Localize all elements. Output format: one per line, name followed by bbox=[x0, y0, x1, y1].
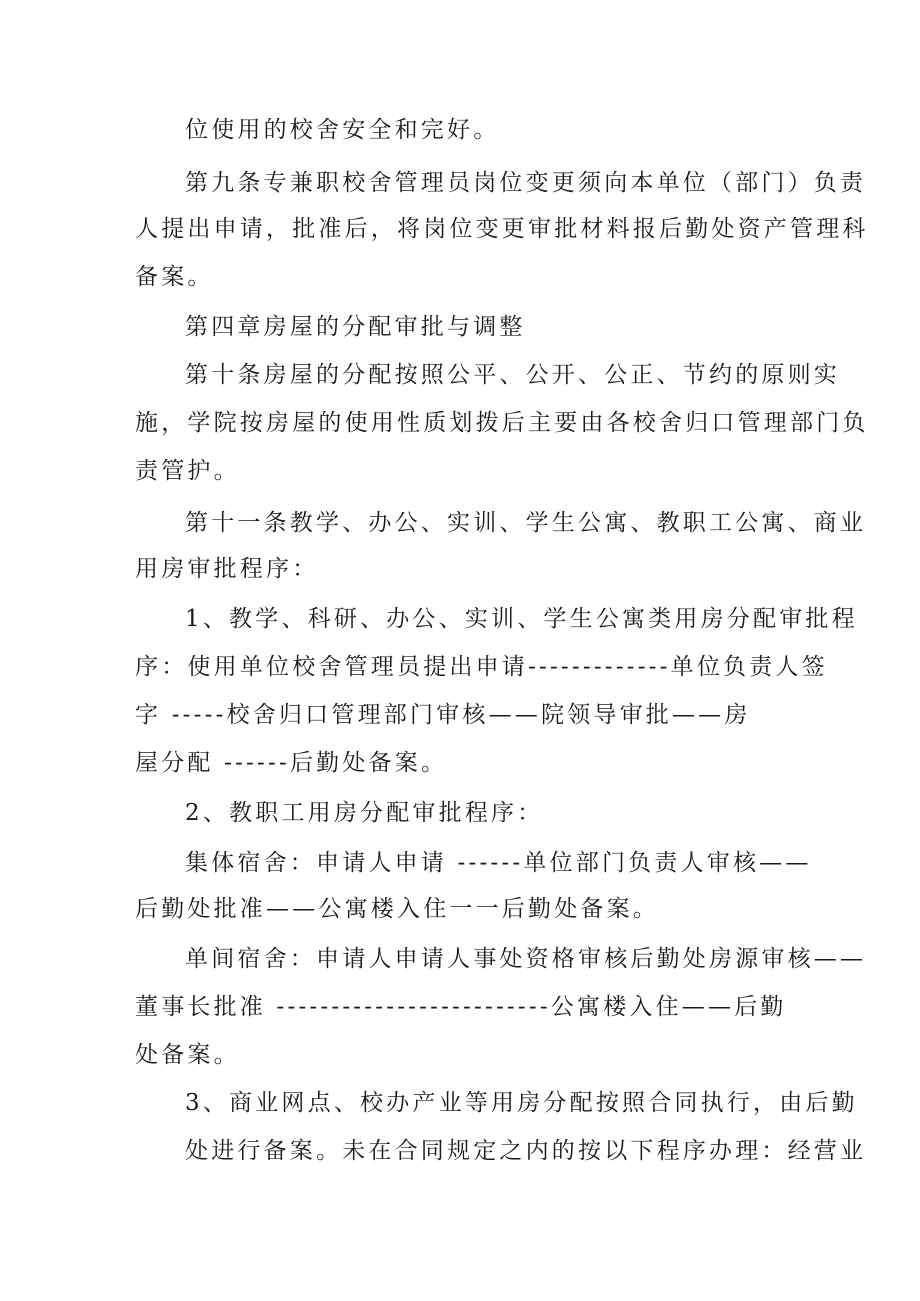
text-line: 施，学院按房屋的使用性质划拨后主要由各校舍归口管理部门负 bbox=[135, 410, 869, 436]
text-line: 字 -----校舍归口管理部门审核——院领导审批——房 bbox=[135, 702, 751, 728]
text-line: 序：使用单位校舍管理员提出申请-------------单位负责人签 bbox=[135, 654, 828, 680]
text-line: 后勤处批准——公寓楼入住一一后勤处备案。 bbox=[135, 896, 659, 922]
text-line: 用房审批程序： bbox=[135, 556, 319, 582]
item-3-line: 3、商业网点、校办产业等用房分配按照合同执行，由后勤 bbox=[185, 1090, 858, 1116]
text-line: 处备案。 bbox=[135, 1042, 240, 1068]
article-11-line: 第十一条教学、办公、实训、学生公寓、教职工公寓、商业 bbox=[185, 510, 867, 536]
text-line: 责管护。 bbox=[135, 458, 240, 484]
text-line: 备案。 bbox=[135, 264, 214, 290]
article-9-line: 第九条专兼职校舍管理员岗位变更须向本单位（部门）负责 bbox=[185, 170, 867, 196]
chapter-4-heading: 第四章房屋的分配审批与调整 bbox=[185, 314, 526, 340]
article-10-line: 第十条房屋的分配按照公平、公开、公正、节约的原则实 bbox=[185, 362, 840, 388]
item-2-line: 2、教职工用房分配审批程序： bbox=[185, 800, 544, 826]
text-line: 屋分配 ------后勤处备案。 bbox=[135, 750, 448, 776]
dormitory-collective-line: 集体宿舍：申请人申请 ------单位部门负责人审核—— bbox=[185, 850, 812, 876]
item-1-line: 1、教学、科研、办公、实训、学生公寓类用房分配审批程 bbox=[185, 606, 858, 632]
text-line: 处进行备案。未在合同规定之内的按以下程序办理：经营业 bbox=[185, 1138, 867, 1164]
text-line: 董事长批准 -------------------------公寓楼入住——后勤 bbox=[135, 994, 787, 1020]
text-line: 位使用的校舍安全和完好。 bbox=[185, 117, 500, 143]
dormitory-single-line: 单间宿舍：申请人申请人事处资格审核后勤处房源审核—— bbox=[185, 946, 867, 972]
text-line: 人提出申请，批准后，将岗位变更审批材料报后勤处资产管理科 bbox=[135, 216, 869, 242]
